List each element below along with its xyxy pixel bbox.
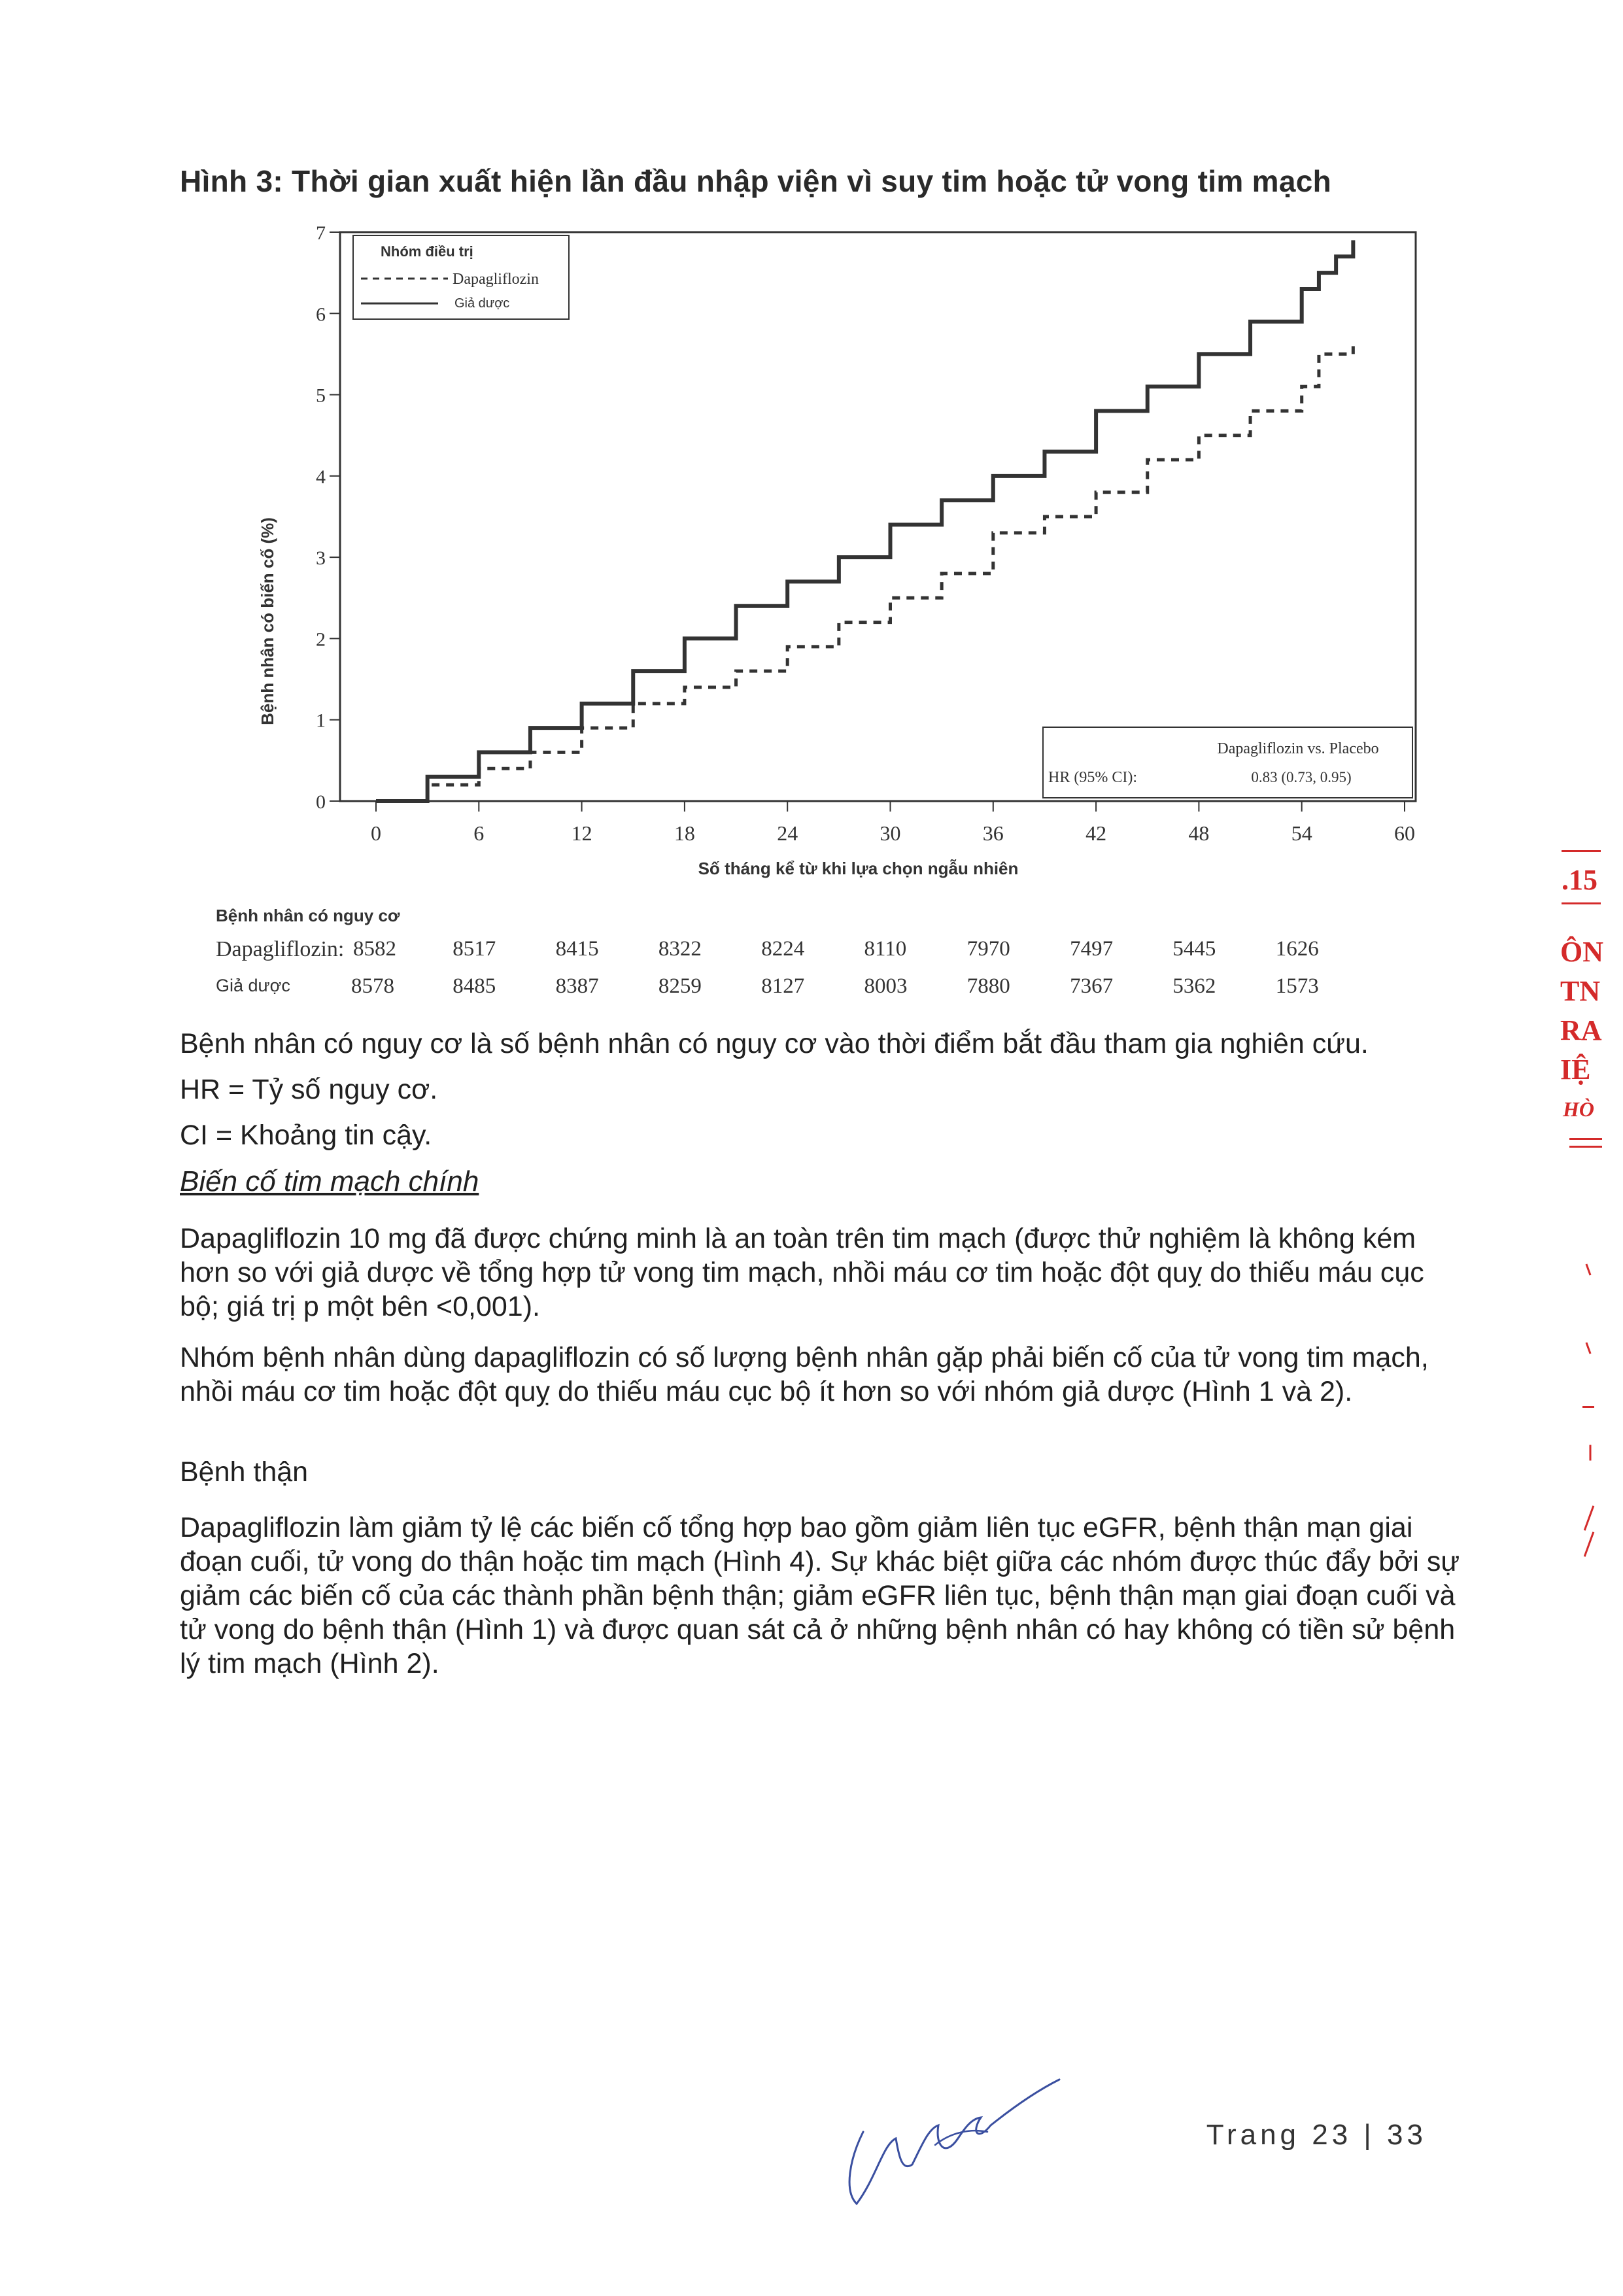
risk-cell: 5362 bbox=[1172, 974, 1216, 998]
subheading-kidney: Bệnh thận bbox=[180, 1456, 309, 1488]
page-number: Trang 23 | 33 bbox=[1206, 2119, 1427, 2151]
risk-cell: 7970 bbox=[966, 937, 1010, 961]
legend-title: Nhóm điều trị bbox=[381, 243, 473, 260]
paragraph-cv-events: Nhóm bệnh nhân dùng dapagliflozin có số lượng bệnh nhân gặp phải biến cố của tử vong tim mạch, nhồi máu cơ tim hoặc đột quỵ do thiếu máu cục bộ ít hơn so với nhóm giả dược (Hình 1 và 2). bbox=[180, 1342, 1429, 1407]
risk-cell: 1626 bbox=[1275, 937, 1319, 961]
x-tick-label: 0 bbox=[371, 821, 381, 845]
paragraph-cv-safety: Dapagliflozin 10 mg đã được chứng minh là an toàn trên tim mạch (được thử nghiệm là không kém hơn so với giả dược về tổng hợp tử vong tim mạch, nhồi máu cơ tim hoặc đột quỵ do thiếu máu cục bộ; giá trị p một bên <0,001). bbox=[180, 1223, 1424, 1322]
stamp-text-2: ÔN bbox=[1560, 936, 1603, 968]
x-tick-label: 24 bbox=[777, 821, 798, 845]
x-tick-label: 54 bbox=[1291, 821, 1312, 845]
risk-cell: 8485 bbox=[453, 974, 496, 998]
risk-cell: 8110 bbox=[864, 937, 907, 961]
hr-box bbox=[1043, 727, 1412, 798]
risk-row-label-placebo: Giả dược bbox=[216, 976, 290, 995]
y-tick-label: 4 bbox=[316, 466, 326, 488]
risk-cell: 8224 bbox=[761, 937, 805, 961]
note-ci: CI = Khoảng tin cậy. bbox=[180, 1120, 432, 1151]
stamp-fragment bbox=[1556, 850, 1623, 1583]
y-tick-label: 7 bbox=[316, 222, 326, 244]
risk-row-label-dapagliflozin: Dapagliflozin: bbox=[216, 937, 345, 961]
series-line-placebo bbox=[376, 240, 1353, 801]
risk-cell: 7367 bbox=[1070, 974, 1114, 998]
risk-cell: 8415 bbox=[555, 937, 599, 961]
risk-cell: 8127 bbox=[761, 974, 805, 998]
risk-cell: 8517 bbox=[453, 937, 496, 961]
stamp-text-1: .15 bbox=[1562, 864, 1597, 896]
hr-box-label: HR (95% CI): bbox=[1048, 769, 1137, 786]
y-tick-label: 1 bbox=[316, 710, 326, 732]
x-tick-label: 60 bbox=[1394, 821, 1415, 845]
risk-cell: 8003 bbox=[864, 974, 908, 998]
x-tick-label: 36 bbox=[982, 821, 1004, 845]
risk-table-heading: Bệnh nhân có nguy cơ bbox=[216, 906, 400, 925]
x-tick-label: 18 bbox=[674, 821, 695, 845]
risk-cell: 7497 bbox=[1070, 937, 1114, 961]
y-tick-label: 0 bbox=[316, 791, 326, 813]
risk-cell: 8387 bbox=[555, 974, 599, 998]
signature-image bbox=[837, 2066, 1072, 2217]
section-heading: Biến cố tim mạch chính bbox=[180, 1165, 479, 1197]
x-tick-label: 6 bbox=[473, 821, 485, 845]
hr-box-value: 0.83 (0.73, 0.95) bbox=[1251, 769, 1352, 785]
x-tick-label: 12 bbox=[571, 821, 592, 845]
y-tick-label: 5 bbox=[316, 385, 326, 407]
paragraph-kidney: Dapagliflozin làm giảm tỷ lệ các biến cố tổng hợp bao gồm giảm liên tục eGFR, bệnh thận mạn giai đoạn cuối, tử vong do thận hoặc tim mạch (Hình 4). Sự khác biệt giữa các nhóm được thúc đẩy bởi sự giảm các biến cố của các thành phần bệnh thận; giảm eGFR liên tục, bệnh thận mạn giai đoạn cuối và tử vong do bệnh thận (Hình 1) và được quan sát cả ở những bệnh nhân có hay không có tiền sử bệnh lý tim mạch (Hình 2). bbox=[180, 1512, 1460, 1679]
stamp-text-5: IỆ bbox=[1560, 1054, 1591, 1086]
km-chart bbox=[0, 0, 1623, 916]
y-axis-label: Bệnh nhân có biến cố (%) bbox=[258, 517, 277, 725]
y-tick-label: 2 bbox=[316, 628, 326, 651]
stamp-text-6: HÒ bbox=[1563, 1097, 1594, 1121]
risk-cell: 1573 bbox=[1275, 974, 1319, 998]
x-axis-label: Số tháng kể từ khi lựa chọn ngẫu nhiên bbox=[698, 859, 1019, 878]
legend-label-placebo: Giả dược bbox=[454, 296, 510, 311]
risk-cell: 5445 bbox=[1172, 937, 1216, 961]
stamp-text-3: TN bbox=[1560, 975, 1601, 1007]
x-tick-label: 42 bbox=[1085, 821, 1107, 845]
x-tick-label: 48 bbox=[1188, 821, 1210, 845]
note-hr: HR = Tỷ số nguy cơ. bbox=[180, 1074, 438, 1105]
figure-title: Hình 3: Thời gian xuất hiện lần đầu nhập viện vì suy tim hoặc tử vong tim mạch bbox=[180, 164, 1331, 198]
risk-cell: 8259 bbox=[658, 974, 702, 998]
hr-box-title: Dapagliflozin vs. Placebo bbox=[1217, 740, 1379, 757]
y-tick-label: 6 bbox=[316, 303, 326, 326]
x-tick-label: 30 bbox=[880, 821, 901, 845]
note-at-risk: Bệnh nhân có nguy cơ là số bệnh nhân có nguy cơ vào thời điểm bắt đầu tham gia nghiên cứu. bbox=[180, 1028, 1369, 1059]
risk-cell: 8578 bbox=[351, 974, 394, 998]
y-tick-label: 3 bbox=[316, 547, 326, 570]
risk-cell: 7880 bbox=[966, 974, 1010, 998]
risk-cell: 8582 bbox=[353, 937, 396, 961]
stamp-text-4: RA bbox=[1560, 1014, 1602, 1046]
legend-label-dapagliflozin: Dapagliflozin bbox=[453, 271, 539, 288]
risk-cell: 8322 bbox=[658, 937, 702, 961]
